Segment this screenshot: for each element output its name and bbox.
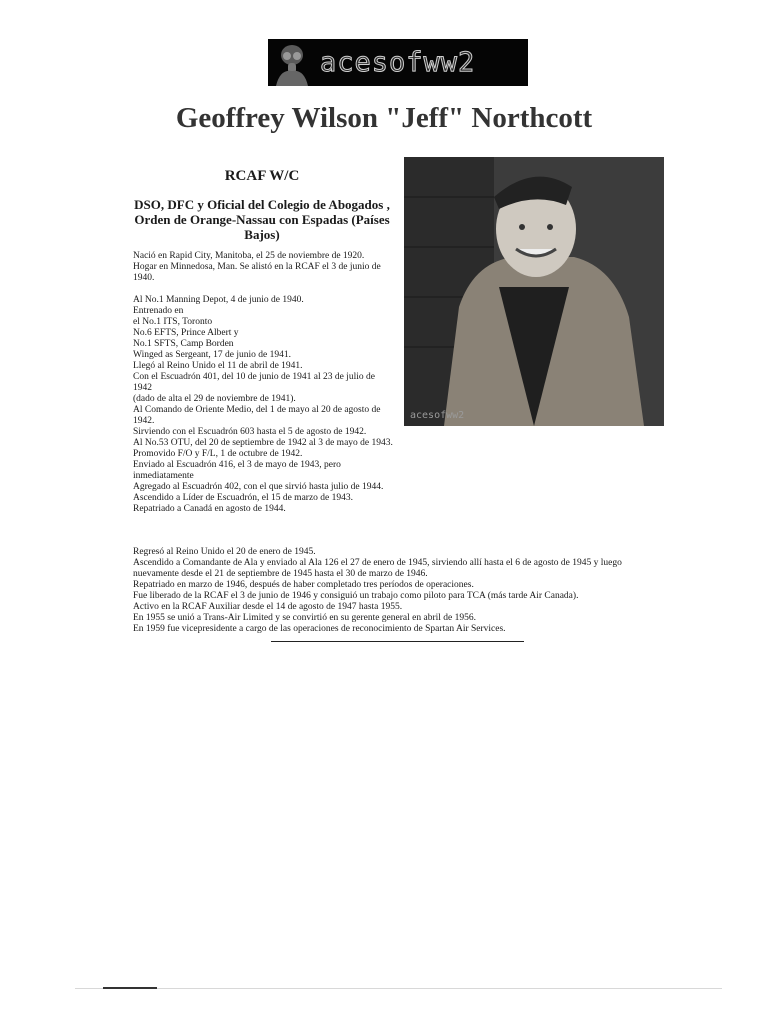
biography-narrow xyxy=(133,251,395,515)
bio-line: Enviado al Escuadrón 416, el 3 de mayo de 1943, pero inmediatamente xyxy=(133,460,341,481)
pilot-logo-icon xyxy=(268,39,316,86)
bio-line: No.1 SFTS, Camp Borden xyxy=(133,339,234,349)
bio-line: Activo en la RCAF Auxiliar desde el 14 de agosto de 1947 hasta 1955. xyxy=(133,602,403,612)
bio-line: Winged as Sergeant, 17 de junio de 1941. xyxy=(133,350,292,360)
awards-text: DSO, DFC y Oficial del Colegio de Abogados , Orden de Orange-Nassau con Espadas (Países Bajos) xyxy=(134,197,390,242)
bio-line: Hogar en Minnedosa, Man. Se alistó en la RCAF el 3 de junio de 1940. xyxy=(133,262,381,283)
rank-label: RCAF W/C xyxy=(224,168,300,184)
photo-watermark: acesofww2 xyxy=(410,410,465,421)
bio-line: No.6 EFTS, Prince Albert y xyxy=(133,328,239,338)
page-title: Geoffrey Wilson "Jeff" Northcott xyxy=(175,102,593,134)
bio-line: En 1955 se unió a Trans-Air Limited y se convirtió en su gerente general en abril de 1956. xyxy=(133,613,476,623)
bio-line: Nació en Rapid City, Manitoba, el 25 de noviembre de 1920. xyxy=(133,251,365,261)
bio-line: Al No.53 OTU, del 20 de septiembre de 1942 al 3 de mayo de 1943. xyxy=(133,438,393,448)
bio-line: Entrenado en xyxy=(133,306,184,316)
scroll-indicator[interactable] xyxy=(103,987,157,989)
site-logo xyxy=(268,39,528,86)
bio-line: Al No.1 Manning Depot, 4 de junio de 1940. xyxy=(133,295,304,305)
bio-line: (dado de alta el 29 de noviembre de 1941). xyxy=(133,394,296,404)
bio-line: Al Comando de Oriente Medio, del 1 de mayo al 20 de agosto de 1942. xyxy=(133,405,381,426)
bio-line: Repatriado en marzo de 1946, después de haber completado tres períodos de operaciones. xyxy=(133,580,474,590)
section-divider xyxy=(271,641,524,642)
bio-line: Sirviendo con el Escuadrón 603 hasta el 5 de agosto de 1942. xyxy=(133,427,367,437)
bio-line: En 1959 fue vicepresidente a cargo de las operaciones de reconocimiento de Spartan Air Services. xyxy=(133,624,506,634)
bio-line: Llegó al Reino Unido el 11 de abril de 1941. xyxy=(133,361,303,371)
bio-line: Agregado al Escuadrón 402, con el que sirvió hasta julio de 1944. xyxy=(133,482,384,492)
portrait-photo xyxy=(404,157,664,426)
biography-wide xyxy=(133,547,653,635)
bio-line: Promovido F/O y F/L, 1 de octubre de 1942. xyxy=(133,449,303,459)
bio-line: Fue liberado de la RCAF el 3 de junio de 1946 y consiguió un trabajo como piloto para TCA (más tarde Air Canada). xyxy=(133,591,579,601)
logo-text: acesofww2 xyxy=(320,47,476,78)
bio-line: Ascendido a Comandante de Ala y enviado al Ala 126 el 27 de enero de 1945, sirviendo allí hasta el 6 de agosto de 1945 y luego nuevamente desde el 21 de septiembre de 1945 hasta el 30 de marzo de 1946. xyxy=(133,558,622,579)
bio-line: Con el Escuadrón 401, del 10 de junio de 1941 al 23 de julio de 1942 xyxy=(133,372,375,393)
bio-line: el No.1 ITS, Toronto xyxy=(133,317,213,327)
bio-line: Regresó al Reino Unido el 20 de enero de 1945. xyxy=(133,547,316,557)
bio-line: Ascendido a Líder de Escuadrón, el 15 de marzo de 1943. xyxy=(133,493,354,503)
bio-line: Repatriado a Canadá en agosto de 1944. xyxy=(133,504,286,514)
page-footer-divider xyxy=(75,988,722,989)
